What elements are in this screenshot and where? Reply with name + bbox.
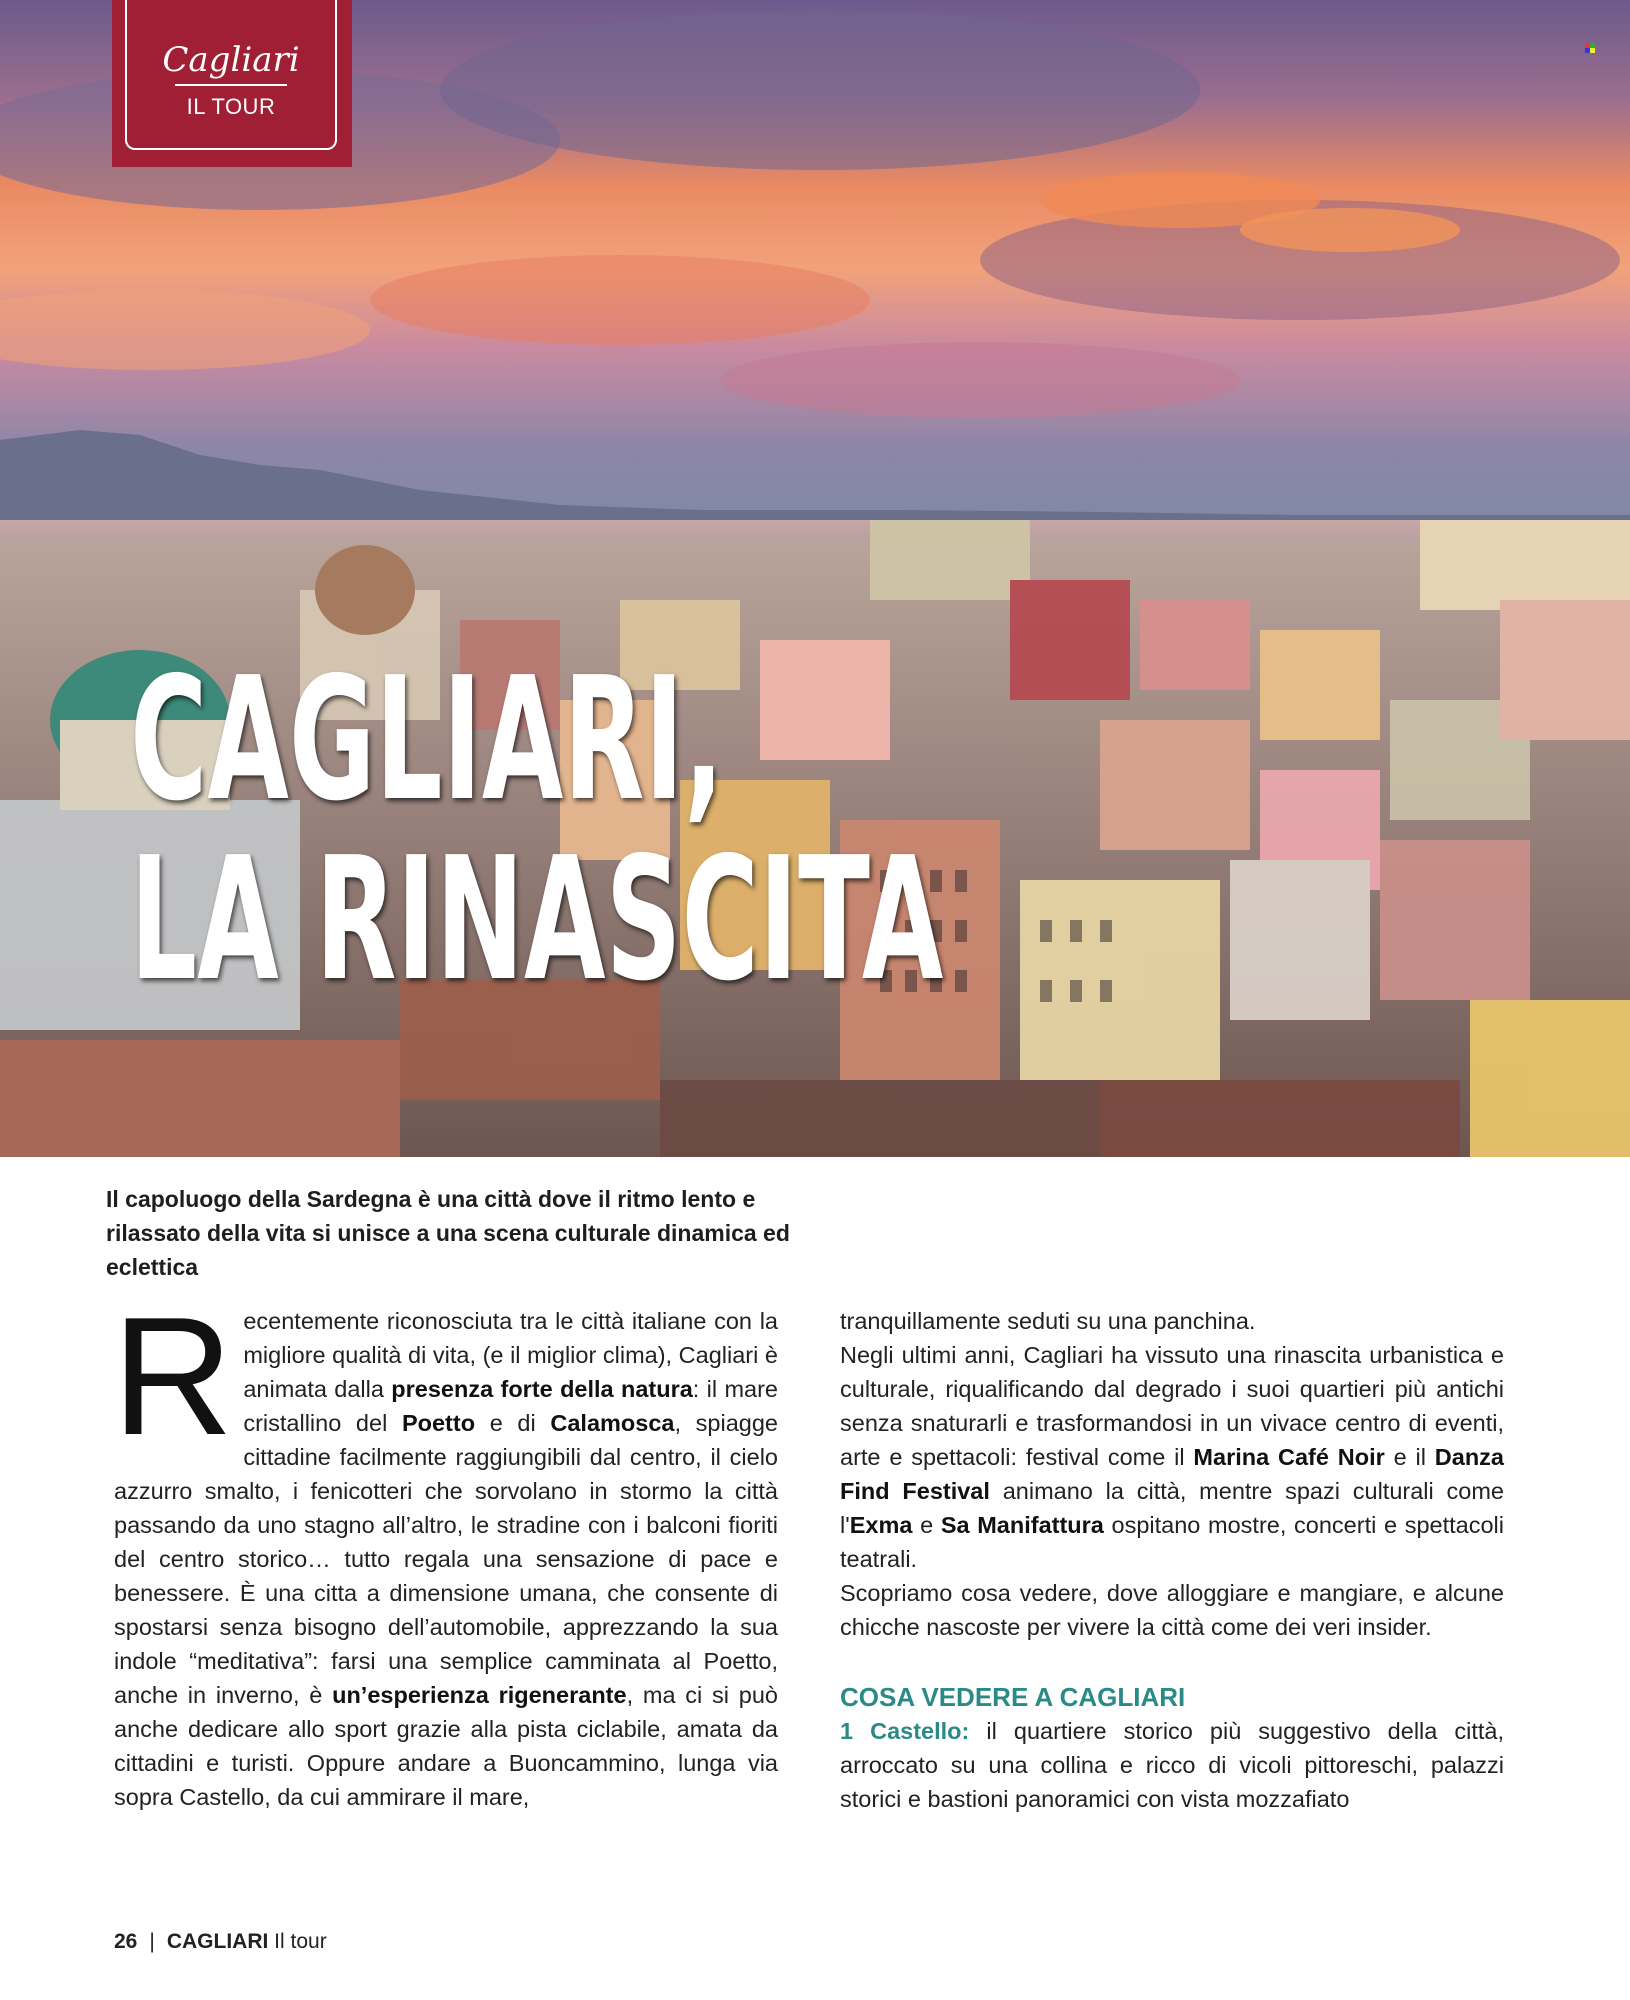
list-item-text: il quartiere storico più suggestivo della città, arroccato su una collina e ricco di vicoli pittoreschi, palazzi storici e bastioni panoramici con vista mozzafiato (840, 1718, 1504, 1812)
body-bold: Danza Find Festival (840, 1444, 1504, 1504)
body-bold: un’esperienza rigenerante (332, 1682, 627, 1708)
badge-subtitle: IL TOUR (186, 94, 276, 119)
list-item-label: 1 Castello: (840, 1718, 970, 1744)
headline (130, 641, 1442, 1019)
body-bold: Exma (849, 1512, 913, 1538)
body-text: , spiagge cittadine facilmente raggiungibili dal centro, il cielo azzurro smalto, i fenicotteri che sorvolano in stormo la città passando da uno stagno all’altro, le stradine con i balconi fioriti del centro storico… tutto regala una sensazione di pace e benessere. È una citta a dimensione umana, che consente di spostarsi senza bisogno dell’automobile, apprezzando la sua indole “meditativa”: farsi una semplice camminata al Poetto, anche in inverno, è (114, 1410, 778, 1708)
body-text: ecentemente riconosciuta tra le città italiane con la migliore qualità di vita, (e il miglior clima), Cagliari è animata dalla (243, 1308, 778, 1402)
article-column-right (840, 1304, 1504, 1816)
series-badge (112, 0, 352, 167)
body-bold: Marina Café Noir (1193, 1444, 1385, 1470)
body-text: ospitano mostre, concerti e spettacoli teatrali. (840, 1512, 1504, 1572)
footer-separator: | (149, 1930, 155, 1953)
page-footer (114, 1930, 327, 1954)
body-text: : il mare cristallino del (243, 1376, 778, 1436)
body-bold: Sa Manifattura (940, 1512, 1104, 1538)
body-paragraph: tranquillamente seduti su una panchina. (840, 1308, 1256, 1334)
article-column-left (112, 1282, 778, 1814)
body-paragraph: Scopriamo cosa vedere, dove alloggiare e mangiare, e alcune chicche nascoste per vivere la città come dei veri insider. (840, 1580, 1504, 1640)
color-mark-icon (1585, 40, 1595, 50)
body-text: animano la città, mentre spazi culturali come l' (840, 1478, 1505, 1538)
footer-section: Il tour (274, 1930, 327, 1953)
section-title: COSA VEDERE A CAGLIARI (840, 1682, 1186, 1712)
body-text: e (912, 1512, 941, 1538)
footer-brand: CAGLIARI (166, 1930, 269, 1953)
headline-line-1: CAGLIARI, (130, 641, 724, 839)
body-text: Negli ultimi anni, Cagliari ha vissuto una rinascita urbanistica e culturale, riqualificando dal degrado i suoi quartieri più antichi senza snaturarli e trasformandosi in un vivace centro di eventi, arte e spettacoli: festival come il (840, 1342, 1504, 1470)
body-text: e di (475, 1410, 551, 1436)
badge-rule (175, 84, 287, 86)
badge-script-title: Cagliari (162, 40, 300, 80)
intro-standfirst: Il capoluogo della Sardegna è una città dove il ritmo lento e rilassato della vita si unisce a una scena culturale dinamica ed eclettica (106, 1186, 790, 1280)
body-bold: Calamosca (550, 1410, 675, 1436)
body-text: , ma ci si può anche dedicare allo sport grazie alla pista ciclabile, amata da cittadini e turisti. Oppure andare a Buoncammino, lunga via sopra Castello, da cui ammirare il mare, (114, 1682, 778, 1810)
drop-cap: R (112, 1282, 234, 1470)
body-bold: presenza forte della natura (391, 1376, 693, 1402)
body-text: e il (1384, 1444, 1435, 1470)
body-bold: Poetto (401, 1410, 476, 1436)
headline-line-2: LA RINASCITA (130, 821, 944, 1019)
page-number: 26 (114, 1930, 138, 1953)
